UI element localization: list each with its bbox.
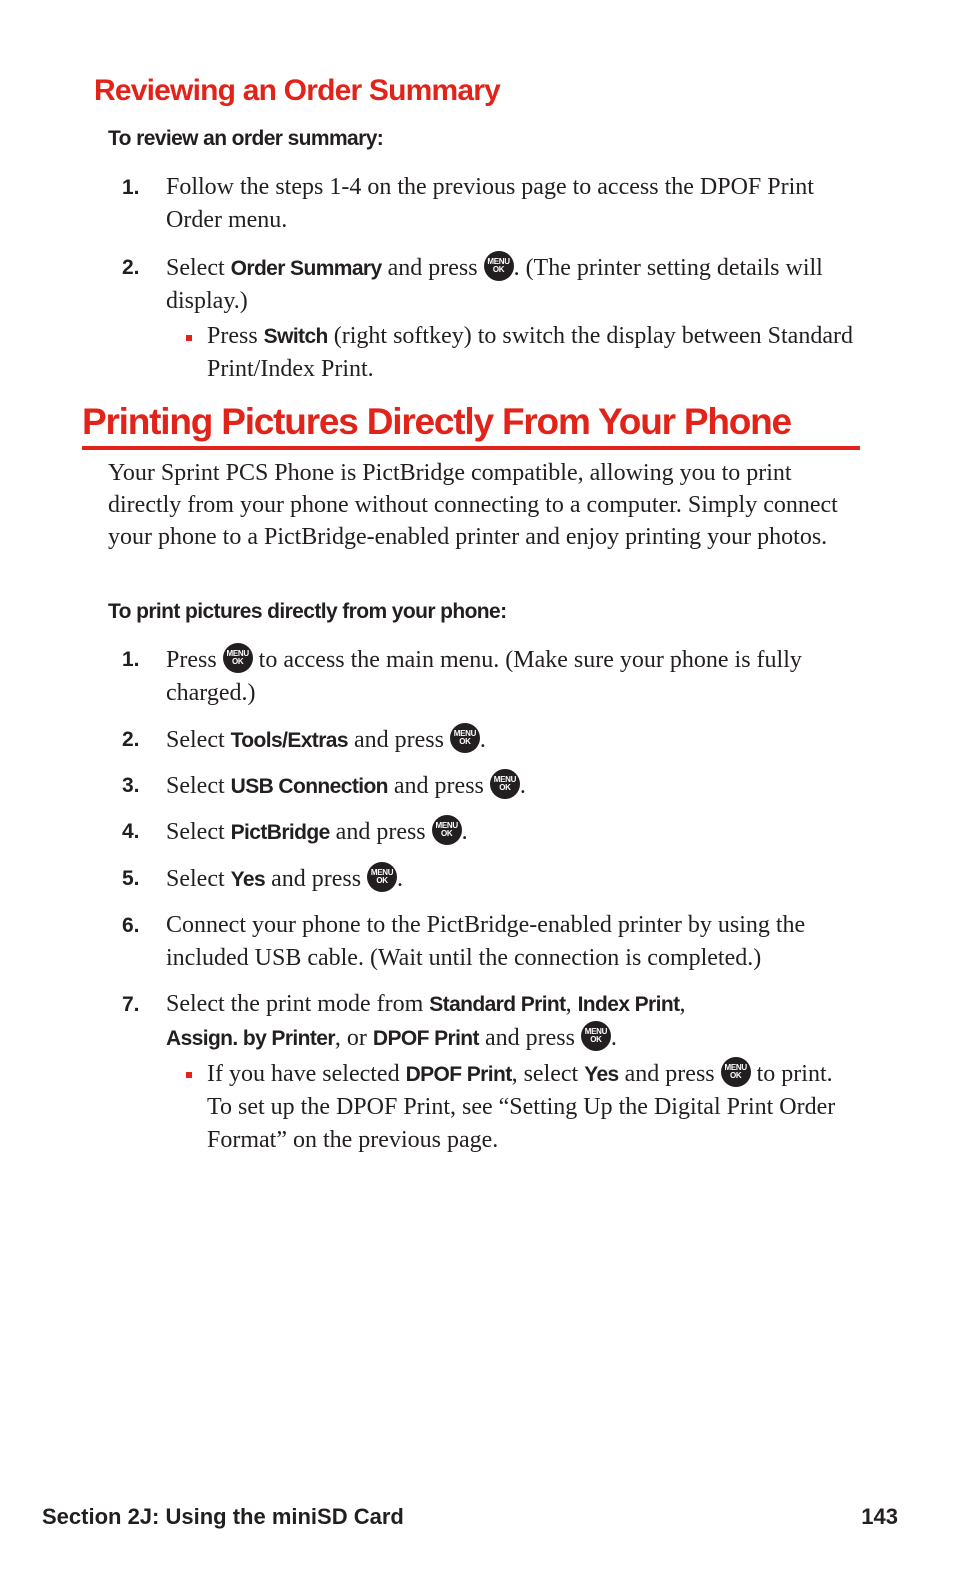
menu-ok-key-icon: MENU OK — [721, 1057, 751, 1087]
softkey-switch: Switch — [263, 325, 328, 348]
footer-section-title: Section 2J: Using the miniSD Card — [42, 1504, 404, 1529]
menu-ok-key-icon: MENU OK — [581, 1021, 611, 1051]
print-mode-index-print: Index Print — [577, 993, 680, 1016]
step-number: 7. — [122, 993, 140, 1016]
step-text: Select the print mode from Standard Print, Index Print, Assign. by Printer, or DPOF Print and press MENU OK . — [166, 991, 686, 1051]
menu-ok-key-icon: MENU OK — [367, 862, 397, 892]
menu-option-tools-extras: Tools/Extras — [230, 729, 348, 752]
print-mode-standard-print: Standard Print — [429, 993, 566, 1016]
menu-option-order-summary: Order Summary — [230, 257, 382, 280]
step-text: Select Order Summary and press MENU OK . (The printer setting details will display.) — [166, 251, 866, 318]
step-number: 2. — [122, 256, 140, 279]
bullet-icon — [186, 1072, 192, 1078]
step-text: Select PictBridge and press MENU OK . — [166, 815, 866, 849]
step-text: Select Yes and press MENU OK . — [166, 862, 866, 896]
option-yes: Yes — [584, 1063, 619, 1086]
step-text: Select Tools/Extras and press MENU OK . — [166, 723, 866, 757]
menu-ok-key-icon: MENU OK — [450, 723, 480, 753]
menu-ok-key-icon: MENU OK — [484, 251, 514, 281]
section-heading-order-summary: Reviewing an Order Summary — [94, 74, 501, 107]
step-number: 1. — [122, 176, 140, 199]
option-dpof-print: DPOF Print — [405, 1063, 512, 1086]
print-mode-dpof-print: DPOF Print — [372, 1027, 479, 1050]
intro-review-order-summary: To review an order summary: — [108, 127, 384, 150]
menu-ok-key-icon: MENU OK — [490, 769, 520, 799]
step-number: 1. — [122, 648, 140, 671]
pictbridge-description: Your Sprint PCS Phone is PictBridge compatible, allowing you to print directly from your phone without connecting to a computer. Simply connect your phone to a PictBridge-enabled printer and enjoy printing your photos. — [108, 460, 838, 550]
page-number: 143 — [861, 1504, 898, 1529]
section-heading-printing-pictures: Printing Pictures Directly From Your Phone — [82, 400, 860, 450]
step-text: Select USB Connection and press MENU OK . — [166, 769, 866, 803]
menu-ok-key-icon: MENU OK — [432, 815, 462, 845]
menu-option-pictbridge: PictBridge — [230, 821, 330, 844]
step-text: Press MENU OK to access the main menu. (Make sure your phone is fully charged.) — [166, 643, 866, 710]
bullet-text: If you have selected DPOF Print, select Yes and press MENU OK to print. To set up the DPOF Print, see “Setting Up the Digital Print Order Format” on the previous page. — [207, 1057, 857, 1157]
bullet-text: Press Switch (right softkey) to switch the display between Standard Print/Index Print. — [207, 323, 853, 382]
step-number: 2. — [122, 728, 140, 751]
menu-option-usb-connection: USB Connection — [230, 775, 388, 798]
step-text: Follow the steps 1-4 on the previous page to access the DPOF Print Order menu. — [166, 174, 814, 233]
step-number: 6. — [122, 914, 140, 937]
print-mode-assign-by-printer: Assign. by Printer — [166, 1027, 335, 1050]
bullet-icon — [186, 335, 192, 341]
intro-print-pictures: To print pictures directly from your phone: — [108, 600, 507, 623]
step-number: 4. — [122, 820, 140, 843]
step-number: 3. — [122, 774, 140, 797]
step-number: 5. — [122, 867, 140, 890]
menu-ok-key-icon: MENU OK — [223, 643, 253, 673]
step-text: Connect your phone to the PictBridge-enabled printer by using the included USB cable. (Wait until the connection is completed.) — [166, 912, 806, 971]
menu-option-yes: Yes — [230, 868, 266, 891]
